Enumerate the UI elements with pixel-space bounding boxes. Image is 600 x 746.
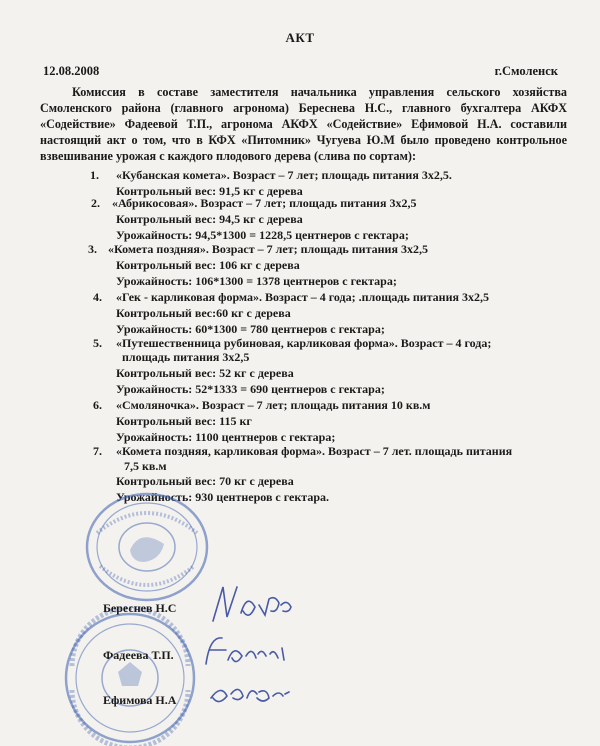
item-area-line: площадь питания 3х2,5 [122,350,250,364]
item-weight-line: Контрольный вес: 52 кг с дерева [116,366,294,380]
item-variety-line: «Смоляночка». Возраст – 7 лет; площадь питания 10 кв.м [116,398,431,412]
signature-3 [205,672,295,712]
item-weight-line: Контрольный вес: 115 кг [116,414,252,428]
item-variety-line: «Абрикосовая». Возраст – 7 лет; площадь питания 3х2,5 [112,196,417,210]
document-title: АКТ [285,30,315,45]
item-number: 6. [93,398,102,412]
item-weight-line: Контрольный вес: 94,5 кг с дерева [116,212,303,226]
item-variety-line: «Путешественница рубиновая, карликовая форма». Возраст – 4 года; [116,336,492,350]
item-yield-line: Урожайность: 106*1300 = 1378 центнеров с гектара; [116,274,397,288]
item-yield-line: Урожайность: 930 центнеров с гектара. [116,490,330,504]
item-number: 7. [93,444,102,458]
item-weight-line: Контрольный вес: 106 кг с дерева [116,258,300,272]
item-weight-line: Контрольный вес:60 кг с дерева [116,306,291,320]
signatory-name: Фадеева Т.П. [103,648,174,662]
signatory-name: Ефимова Н.А [103,693,177,707]
item-variety-line: «Комета поздняя, карликовая форма». Возраст – 7 лет. площадь питания [116,444,513,458]
item-weight-line: Контрольный вес: 70 кг с дерева [116,474,294,488]
item-yield-line: Урожайность: 1100 центнеров с гектара; [116,430,336,444]
stamp-upper [82,488,212,606]
item-yield-line: Урожайность: 60*1300 = 780 центнеров с гектара; [116,322,385,336]
item-variety-line: «Гек - карликовая форма». Возраст – 4 года; .площадь питания 3х2,5 [116,290,490,304]
item-variety-line: «Комета поздняя». Возраст – 7 лет; площадь питания 3х2,5 [108,242,428,256]
item-yield-line: Урожайность: 94,5*1300 = 1228,5 центнеров с гектара; [116,228,409,242]
signatory-name: Береснев Н.С [103,601,177,615]
stamp-lower [58,606,198,746]
item-weight-line: Контрольный вес: 91,5 кг с дерева [116,184,303,198]
document-city: г.Смоленск [494,64,558,78]
signature-1 [205,575,300,635]
signature-2 [200,628,290,673]
item-area-line: 7,5 кв.м [124,459,167,473]
item-number: 5. [93,336,102,350]
item-yield-line: Урожайность: 52*1333 = 690 центнеров с гектара; [116,382,385,396]
item-variety-line: «Кубанская комета». Возраст – 7 лет; площадь питания 3х2,5. [116,168,452,182]
item-number: 3. [88,242,97,256]
item-number: 2. [91,196,100,210]
document-date: 12.08.2008 [43,64,100,78]
item-number: 1. [90,168,99,182]
item-number: 4. [93,290,102,304]
intro-paragraph: Комиссия в составе заместителя начальника управления сельского хозяйства Смоленского района (главного агронома) Береснева Н.С., главного бухгалтера АКФХ «Содействие» Фадеевой Т.П., агронома АКФХ «Содействие» Ефимовой Н.А. составили настоящий акт о том, что в КФХ «Питомник» Чугуева Ю.М было проведено контрольное взвешивание урожая с каждого плодового дерева (слива по сортам): [40,85,567,163]
